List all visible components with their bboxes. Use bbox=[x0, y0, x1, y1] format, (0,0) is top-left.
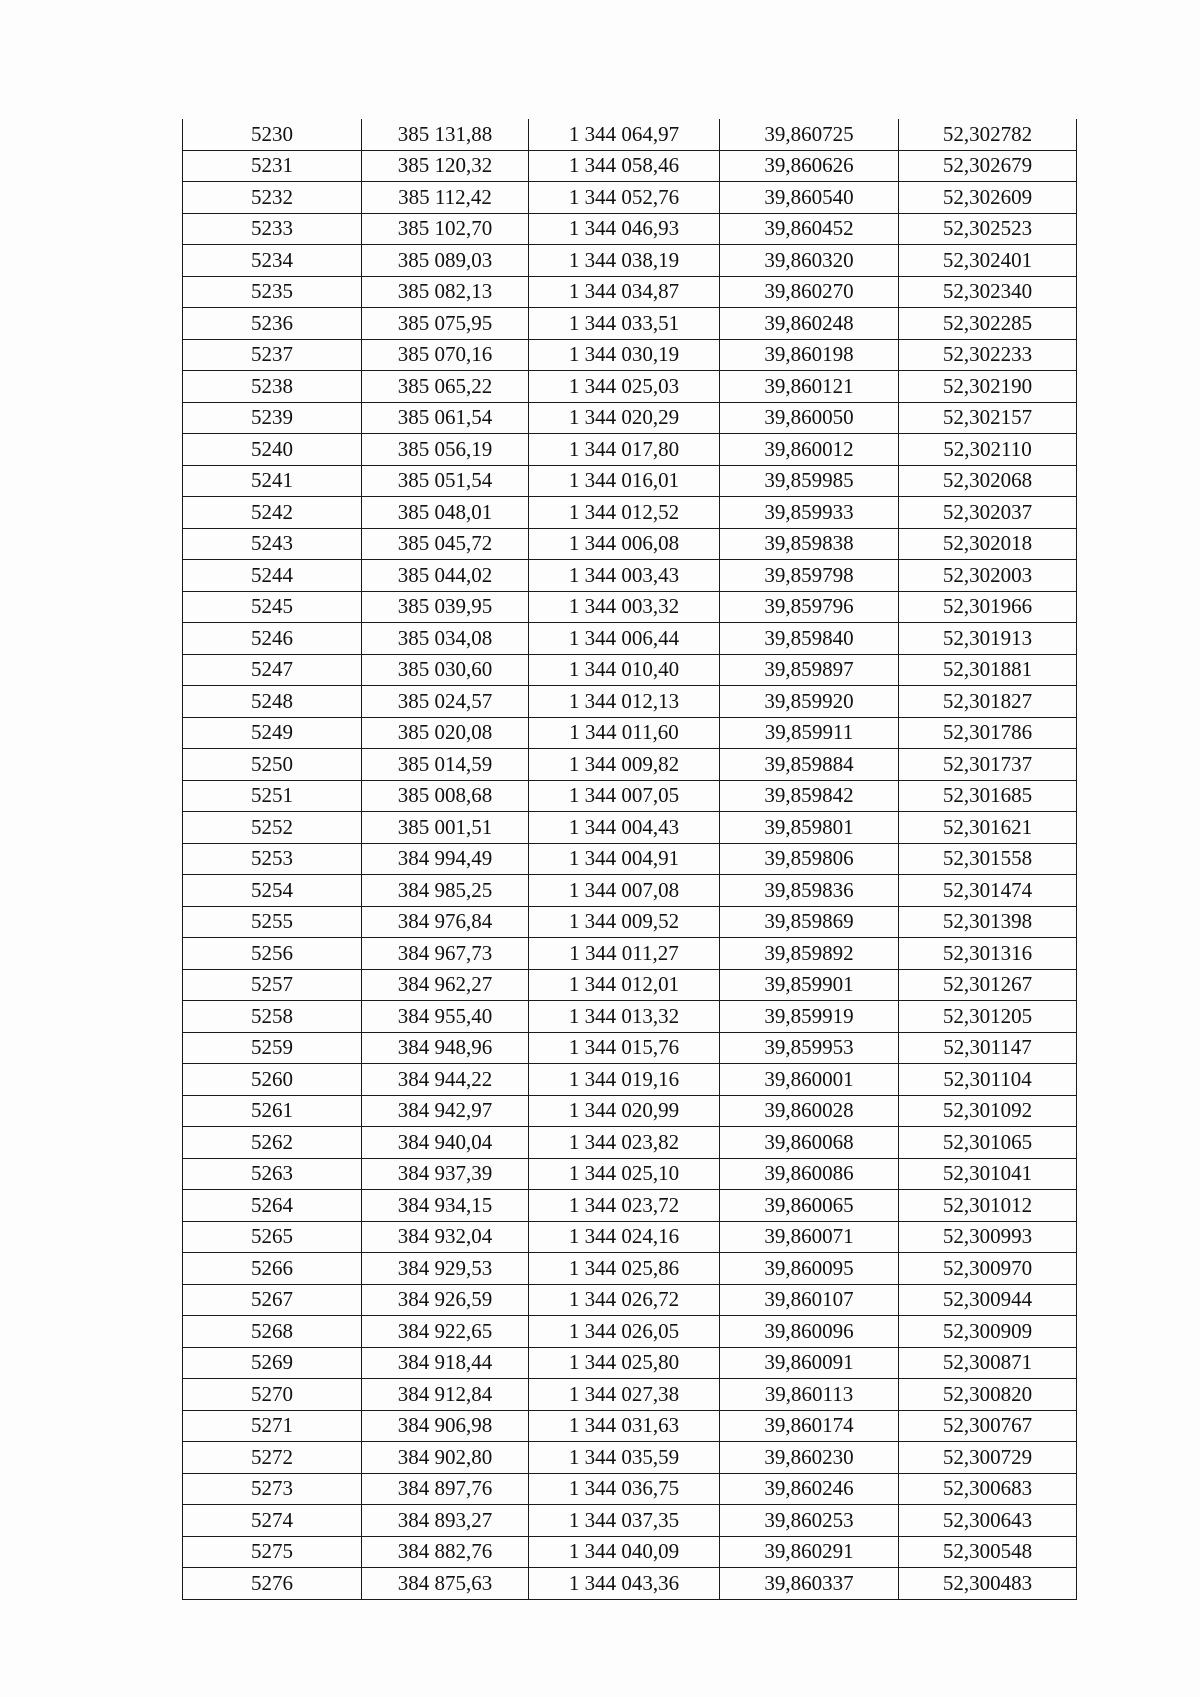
y-coordinate-cell: 1 344 015,76 bbox=[529, 1032, 720, 1064]
latitude-cell: 39,860096 bbox=[720, 1316, 899, 1348]
y-coordinate-cell: 1 344 046,93 bbox=[529, 213, 720, 245]
longitude-cell: 52,301737 bbox=[899, 749, 1077, 781]
y-coordinate-cell: 1 344 058,46 bbox=[529, 150, 720, 182]
latitude-cell: 39,860291 bbox=[720, 1536, 899, 1568]
latitude-cell: 39,860626 bbox=[720, 150, 899, 182]
longitude-cell: 52,300548 bbox=[899, 1536, 1077, 1568]
point-number-cell: 5232 bbox=[183, 182, 362, 214]
table-row bbox=[183, 339, 1077, 371]
y-coordinate-cell: 1 344 010,40 bbox=[529, 654, 720, 686]
point-number-cell: 5272 bbox=[183, 1442, 362, 1474]
longitude-cell: 52,302340 bbox=[899, 276, 1077, 308]
table-row bbox=[183, 371, 1077, 403]
longitude-cell: 52,300729 bbox=[899, 1442, 1077, 1474]
point-number-cell: 5276 bbox=[183, 1568, 362, 1600]
y-coordinate-cell: 1 344 038,19 bbox=[529, 245, 720, 277]
latitude-cell: 39,859801 bbox=[720, 812, 899, 844]
point-number-cell: 5238 bbox=[183, 371, 362, 403]
table-row bbox=[183, 1568, 1077, 1600]
x-coordinate-cell: 385 001,51 bbox=[362, 812, 529, 844]
latitude-cell: 39,860091 bbox=[720, 1347, 899, 1379]
table-row bbox=[183, 906, 1077, 938]
point-number-cell: 5252 bbox=[183, 812, 362, 844]
latitude-cell: 39,860452 bbox=[720, 213, 899, 245]
y-coordinate-cell: 1 344 027,38 bbox=[529, 1379, 720, 1411]
point-number-cell: 5269 bbox=[183, 1347, 362, 1379]
longitude-cell: 52,301474 bbox=[899, 875, 1077, 907]
y-coordinate-cell: 1 344 013,32 bbox=[529, 1001, 720, 1033]
point-number-cell: 5266 bbox=[183, 1253, 362, 1285]
table-row bbox=[183, 1284, 1077, 1316]
point-number-cell: 5246 bbox=[183, 623, 362, 655]
longitude-cell: 52,301398 bbox=[899, 906, 1077, 938]
latitude-cell: 39,859838 bbox=[720, 528, 899, 560]
x-coordinate-cell: 384 934,15 bbox=[362, 1190, 529, 1222]
longitude-cell: 52,302609 bbox=[899, 182, 1077, 214]
longitude-cell: 52,302110 bbox=[899, 434, 1077, 466]
point-number-cell: 5273 bbox=[183, 1473, 362, 1505]
latitude-cell: 39,860107 bbox=[720, 1284, 899, 1316]
table-row bbox=[183, 969, 1077, 1001]
table-row bbox=[183, 1001, 1077, 1033]
latitude-cell: 39,859897 bbox=[720, 654, 899, 686]
latitude-cell: 39,859933 bbox=[720, 497, 899, 529]
x-coordinate-cell: 385 102,70 bbox=[362, 213, 529, 245]
latitude-cell: 39,859836 bbox=[720, 875, 899, 907]
y-coordinate-cell: 1 344 009,52 bbox=[529, 906, 720, 938]
longitude-cell: 52,301012 bbox=[899, 1190, 1077, 1222]
x-coordinate-cell: 384 882,76 bbox=[362, 1536, 529, 1568]
longitude-cell: 52,300944 bbox=[899, 1284, 1077, 1316]
x-coordinate-cell: 385 014,59 bbox=[362, 749, 529, 781]
point-number-cell: 5247 bbox=[183, 654, 362, 686]
table-row bbox=[183, 623, 1077, 655]
longitude-cell: 52,301041 bbox=[899, 1158, 1077, 1190]
point-number-cell: 5235 bbox=[183, 276, 362, 308]
latitude-cell: 39,860248 bbox=[720, 308, 899, 340]
latitude-cell: 39,860086 bbox=[720, 1158, 899, 1190]
x-coordinate-cell: 384 918,44 bbox=[362, 1347, 529, 1379]
y-coordinate-cell: 1 344 020,99 bbox=[529, 1095, 720, 1127]
y-coordinate-cell: 1 344 012,13 bbox=[529, 686, 720, 718]
x-coordinate-cell: 384 944,22 bbox=[362, 1064, 529, 1096]
table-row bbox=[183, 1410, 1077, 1442]
point-number-cell: 5267 bbox=[183, 1284, 362, 1316]
x-coordinate-cell: 384 967,73 bbox=[362, 938, 529, 970]
x-coordinate-cell: 385 061,54 bbox=[362, 402, 529, 434]
y-coordinate-cell: 1 344 003,43 bbox=[529, 560, 720, 592]
x-coordinate-cell: 385 131,88 bbox=[362, 119, 529, 150]
latitude-cell: 39,860121 bbox=[720, 371, 899, 403]
point-number-cell: 5275 bbox=[183, 1536, 362, 1568]
latitude-cell: 39,860012 bbox=[720, 434, 899, 466]
table-row bbox=[183, 591, 1077, 623]
latitude-cell: 39,860113 bbox=[720, 1379, 899, 1411]
table-row bbox=[183, 276, 1077, 308]
longitude-cell: 52,302782 bbox=[899, 119, 1077, 150]
y-coordinate-cell: 1 344 012,52 bbox=[529, 497, 720, 529]
point-number-cell: 5250 bbox=[183, 749, 362, 781]
x-coordinate-cell: 385 039,95 bbox=[362, 591, 529, 623]
x-coordinate-cell: 385 034,08 bbox=[362, 623, 529, 655]
point-number-cell: 5258 bbox=[183, 1001, 362, 1033]
table-row bbox=[183, 938, 1077, 970]
point-number-cell: 5244 bbox=[183, 560, 362, 592]
longitude-cell: 52,302003 bbox=[899, 560, 1077, 592]
latitude-cell: 39,859919 bbox=[720, 1001, 899, 1033]
longitude-cell: 52,301966 bbox=[899, 591, 1077, 623]
longitude-cell: 52,301147 bbox=[899, 1032, 1077, 1064]
x-coordinate-cell: 385 112,42 bbox=[362, 182, 529, 214]
y-coordinate-cell: 1 344 017,80 bbox=[529, 434, 720, 466]
y-coordinate-cell: 1 344 012,01 bbox=[529, 969, 720, 1001]
x-coordinate-cell: 384 912,84 bbox=[362, 1379, 529, 1411]
point-number-cell: 5274 bbox=[183, 1505, 362, 1537]
longitude-cell: 52,302523 bbox=[899, 213, 1077, 245]
x-coordinate-cell: 384 985,25 bbox=[362, 875, 529, 907]
longitude-cell: 52,301205 bbox=[899, 1001, 1077, 1033]
table-row bbox=[183, 245, 1077, 277]
y-coordinate-cell: 1 344 006,08 bbox=[529, 528, 720, 560]
x-coordinate-cell: 385 008,68 bbox=[362, 780, 529, 812]
y-coordinate-cell: 1 344 023,72 bbox=[529, 1190, 720, 1222]
latitude-cell: 39,860540 bbox=[720, 182, 899, 214]
y-coordinate-cell: 1 344 007,05 bbox=[529, 780, 720, 812]
longitude-cell: 52,301267 bbox=[899, 969, 1077, 1001]
table-row bbox=[183, 1442, 1077, 1474]
x-coordinate-cell: 384 932,04 bbox=[362, 1221, 529, 1253]
y-coordinate-cell: 1 344 037,35 bbox=[529, 1505, 720, 1537]
table-row bbox=[183, 1032, 1077, 1064]
table-row bbox=[183, 654, 1077, 686]
latitude-cell: 39,859842 bbox=[720, 780, 899, 812]
point-number-cell: 5233 bbox=[183, 213, 362, 245]
y-coordinate-cell: 1 344 011,60 bbox=[529, 717, 720, 749]
y-coordinate-cell: 1 344 025,80 bbox=[529, 1347, 720, 1379]
latitude-cell: 39,860174 bbox=[720, 1410, 899, 1442]
latitude-cell: 39,859985 bbox=[720, 465, 899, 497]
latitude-cell: 39,859806 bbox=[720, 843, 899, 875]
point-number-cell: 5262 bbox=[183, 1127, 362, 1159]
longitude-cell: 52,302037 bbox=[899, 497, 1077, 529]
latitude-cell: 39,859901 bbox=[720, 969, 899, 1001]
y-coordinate-cell: 1 344 025,03 bbox=[529, 371, 720, 403]
latitude-cell: 39,860246 bbox=[720, 1473, 899, 1505]
point-number-cell: 5230 bbox=[183, 119, 362, 150]
y-coordinate-cell: 1 344 019,16 bbox=[529, 1064, 720, 1096]
longitude-cell: 52,302068 bbox=[899, 465, 1077, 497]
latitude-cell: 39,859796 bbox=[720, 591, 899, 623]
table-row bbox=[183, 1473, 1077, 1505]
longitude-cell: 52,301685 bbox=[899, 780, 1077, 812]
x-coordinate-cell: 384 994,49 bbox=[362, 843, 529, 875]
table-row bbox=[183, 1253, 1077, 1285]
longitude-cell: 52,302157 bbox=[899, 402, 1077, 434]
point-number-cell: 5268 bbox=[183, 1316, 362, 1348]
x-coordinate-cell: 385 045,72 bbox=[362, 528, 529, 560]
y-coordinate-cell: 1 344 031,63 bbox=[529, 1410, 720, 1442]
point-number-cell: 5256 bbox=[183, 938, 362, 970]
longitude-cell: 52,302401 bbox=[899, 245, 1077, 277]
x-coordinate-cell: 384 926,59 bbox=[362, 1284, 529, 1316]
x-coordinate-cell: 384 922,65 bbox=[362, 1316, 529, 1348]
longitude-cell: 52,301786 bbox=[899, 717, 1077, 749]
x-coordinate-cell: 384 902,80 bbox=[362, 1442, 529, 1474]
point-number-cell: 5261 bbox=[183, 1095, 362, 1127]
y-coordinate-cell: 1 344 024,16 bbox=[529, 1221, 720, 1253]
point-number-cell: 5260 bbox=[183, 1064, 362, 1096]
point-number-cell: 5264 bbox=[183, 1190, 362, 1222]
longitude-cell: 52,302233 bbox=[899, 339, 1077, 371]
x-coordinate-cell: 385 075,95 bbox=[362, 308, 529, 340]
latitude-cell: 39,860725 bbox=[720, 119, 899, 150]
latitude-cell: 39,859892 bbox=[720, 938, 899, 970]
latitude-cell: 39,860001 bbox=[720, 1064, 899, 1096]
y-coordinate-cell: 1 344 040,09 bbox=[529, 1536, 720, 1568]
longitude-cell: 52,300820 bbox=[899, 1379, 1077, 1411]
table-row bbox=[183, 1190, 1077, 1222]
x-coordinate-cell: 385 024,57 bbox=[362, 686, 529, 718]
point-number-cell: 5253 bbox=[183, 843, 362, 875]
table-row bbox=[183, 119, 1077, 150]
x-coordinate-cell: 384 955,40 bbox=[362, 1001, 529, 1033]
y-coordinate-cell: 1 344 035,59 bbox=[529, 1442, 720, 1474]
x-coordinate-cell: 385 070,16 bbox=[362, 339, 529, 371]
point-number-cell: 5231 bbox=[183, 150, 362, 182]
longitude-cell: 52,300970 bbox=[899, 1253, 1077, 1285]
longitude-cell: 52,301827 bbox=[899, 686, 1077, 718]
latitude-cell: 39,860071 bbox=[720, 1221, 899, 1253]
longitude-cell: 52,300871 bbox=[899, 1347, 1077, 1379]
point-number-cell: 5240 bbox=[183, 434, 362, 466]
latitude-cell: 39,860028 bbox=[720, 1095, 899, 1127]
y-coordinate-cell: 1 344 064,97 bbox=[529, 119, 720, 150]
longitude-cell: 52,300683 bbox=[899, 1473, 1077, 1505]
point-number-cell: 5248 bbox=[183, 686, 362, 718]
table-row bbox=[183, 308, 1077, 340]
y-coordinate-cell: 1 344 004,43 bbox=[529, 812, 720, 844]
longitude-cell: 52,301065 bbox=[899, 1127, 1077, 1159]
table-row bbox=[183, 1158, 1077, 1190]
point-number-cell: 5259 bbox=[183, 1032, 362, 1064]
point-number-cell: 5265 bbox=[183, 1221, 362, 1253]
point-number-cell: 5271 bbox=[183, 1410, 362, 1442]
latitude-cell: 39,859840 bbox=[720, 623, 899, 655]
y-coordinate-cell: 1 344 011,27 bbox=[529, 938, 720, 970]
latitude-cell: 39,860270 bbox=[720, 276, 899, 308]
x-coordinate-cell: 385 051,54 bbox=[362, 465, 529, 497]
table-row bbox=[183, 182, 1077, 214]
latitude-cell: 39,860095 bbox=[720, 1253, 899, 1285]
point-number-cell: 5242 bbox=[183, 497, 362, 529]
table-row bbox=[183, 465, 1077, 497]
point-number-cell: 5243 bbox=[183, 528, 362, 560]
x-coordinate-cell: 384 897,76 bbox=[362, 1473, 529, 1505]
y-coordinate-cell: 1 344 036,75 bbox=[529, 1473, 720, 1505]
table-row bbox=[183, 875, 1077, 907]
x-coordinate-cell: 384 929,53 bbox=[362, 1253, 529, 1285]
y-coordinate-cell: 1 344 052,76 bbox=[529, 182, 720, 214]
longitude-cell: 52,300643 bbox=[899, 1505, 1077, 1537]
point-number-cell: 5236 bbox=[183, 308, 362, 340]
coordinates-table bbox=[182, 119, 1077, 1600]
y-coordinate-cell: 1 344 025,86 bbox=[529, 1253, 720, 1285]
x-coordinate-cell: 385 089,03 bbox=[362, 245, 529, 277]
point-number-cell: 5263 bbox=[183, 1158, 362, 1190]
table-row bbox=[183, 402, 1077, 434]
latitude-cell: 39,860253 bbox=[720, 1505, 899, 1537]
y-coordinate-cell: 1 344 043,36 bbox=[529, 1568, 720, 1600]
x-coordinate-cell: 385 056,19 bbox=[362, 434, 529, 466]
y-coordinate-cell: 1 344 023,82 bbox=[529, 1127, 720, 1159]
x-coordinate-cell: 384 962,27 bbox=[362, 969, 529, 1001]
longitude-cell: 52,301913 bbox=[899, 623, 1077, 655]
x-coordinate-cell: 384 942,97 bbox=[362, 1095, 529, 1127]
latitude-cell: 39,860320 bbox=[720, 245, 899, 277]
table-row bbox=[183, 1095, 1077, 1127]
x-coordinate-cell: 385 020,08 bbox=[362, 717, 529, 749]
y-coordinate-cell: 1 344 003,32 bbox=[529, 591, 720, 623]
x-coordinate-cell: 384 937,39 bbox=[362, 1158, 529, 1190]
point-number-cell: 5234 bbox=[183, 245, 362, 277]
table-row bbox=[183, 812, 1077, 844]
table-row bbox=[183, 749, 1077, 781]
longitude-cell: 52,301558 bbox=[899, 843, 1077, 875]
x-coordinate-cell: 384 976,84 bbox=[362, 906, 529, 938]
y-coordinate-cell: 1 344 007,08 bbox=[529, 875, 720, 907]
point-number-cell: 5249 bbox=[183, 717, 362, 749]
y-coordinate-cell: 1 344 004,91 bbox=[529, 843, 720, 875]
table-row bbox=[183, 560, 1077, 592]
x-coordinate-cell: 384 875,63 bbox=[362, 1568, 529, 1600]
table-row bbox=[183, 213, 1077, 245]
latitude-cell: 39,859953 bbox=[720, 1032, 899, 1064]
x-coordinate-cell: 385 082,13 bbox=[362, 276, 529, 308]
table-row bbox=[183, 1064, 1077, 1096]
point-number-cell: 5257 bbox=[183, 969, 362, 1001]
x-coordinate-cell: 385 120,32 bbox=[362, 150, 529, 182]
table-row bbox=[183, 843, 1077, 875]
table-row bbox=[183, 497, 1077, 529]
point-number-cell: 5254 bbox=[183, 875, 362, 907]
y-coordinate-cell: 1 344 025,10 bbox=[529, 1158, 720, 1190]
table-row bbox=[183, 528, 1077, 560]
point-number-cell: 5241 bbox=[183, 465, 362, 497]
longitude-cell: 52,301881 bbox=[899, 654, 1077, 686]
table-row bbox=[183, 1505, 1077, 1537]
point-number-cell: 5245 bbox=[183, 591, 362, 623]
latitude-cell: 39,859911 bbox=[720, 717, 899, 749]
longitude-cell: 52,302018 bbox=[899, 528, 1077, 560]
point-number-cell: 5239 bbox=[183, 402, 362, 434]
table-row bbox=[183, 1347, 1077, 1379]
coordinates-table-body bbox=[183, 119, 1077, 1599]
point-number-cell: 5237 bbox=[183, 339, 362, 371]
y-coordinate-cell: 1 344 026,72 bbox=[529, 1284, 720, 1316]
latitude-cell: 39,860337 bbox=[720, 1568, 899, 1600]
x-coordinate-cell: 384 893,27 bbox=[362, 1505, 529, 1537]
y-coordinate-cell: 1 344 009,82 bbox=[529, 749, 720, 781]
latitude-cell: 39,859798 bbox=[720, 560, 899, 592]
longitude-cell: 52,302190 bbox=[899, 371, 1077, 403]
longitude-cell: 52,301092 bbox=[899, 1095, 1077, 1127]
x-coordinate-cell: 384 906,98 bbox=[362, 1410, 529, 1442]
latitude-cell: 39,860065 bbox=[720, 1190, 899, 1222]
longitude-cell: 52,300767 bbox=[899, 1410, 1077, 1442]
table-row bbox=[183, 780, 1077, 812]
table-row bbox=[183, 717, 1077, 749]
y-coordinate-cell: 1 344 034,87 bbox=[529, 276, 720, 308]
x-coordinate-cell: 384 940,04 bbox=[362, 1127, 529, 1159]
table-row bbox=[183, 1127, 1077, 1159]
longitude-cell: 52,302285 bbox=[899, 308, 1077, 340]
y-coordinate-cell: 1 344 016,01 bbox=[529, 465, 720, 497]
point-number-cell: 5270 bbox=[183, 1379, 362, 1411]
longitude-cell: 52,301316 bbox=[899, 938, 1077, 970]
longitude-cell: 52,302679 bbox=[899, 150, 1077, 182]
y-coordinate-cell: 1 344 030,19 bbox=[529, 339, 720, 371]
y-coordinate-cell: 1 344 026,05 bbox=[529, 1316, 720, 1348]
x-coordinate-cell: 385 048,01 bbox=[362, 497, 529, 529]
latitude-cell: 39,860068 bbox=[720, 1127, 899, 1159]
longitude-cell: 52,301104 bbox=[899, 1064, 1077, 1096]
latitude-cell: 39,859884 bbox=[720, 749, 899, 781]
longitude-cell: 52,301621 bbox=[899, 812, 1077, 844]
table-row bbox=[183, 1536, 1077, 1568]
latitude-cell: 39,860050 bbox=[720, 402, 899, 434]
longitude-cell: 52,300483 bbox=[899, 1568, 1077, 1600]
table-row bbox=[183, 1316, 1077, 1348]
y-coordinate-cell: 1 344 020,29 bbox=[529, 402, 720, 434]
x-coordinate-cell: 385 030,60 bbox=[362, 654, 529, 686]
latitude-cell: 39,860230 bbox=[720, 1442, 899, 1474]
y-coordinate-cell: 1 344 033,51 bbox=[529, 308, 720, 340]
latitude-cell: 39,859869 bbox=[720, 906, 899, 938]
y-coordinate-cell: 1 344 006,44 bbox=[529, 623, 720, 655]
longitude-cell: 52,300909 bbox=[899, 1316, 1077, 1348]
point-number-cell: 5251 bbox=[183, 780, 362, 812]
table-row bbox=[183, 1379, 1077, 1411]
x-coordinate-cell: 384 948,96 bbox=[362, 1032, 529, 1064]
x-coordinate-cell: 385 065,22 bbox=[362, 371, 529, 403]
point-number-cell: 5255 bbox=[183, 906, 362, 938]
x-coordinate-cell: 385 044,02 bbox=[362, 560, 529, 592]
latitude-cell: 39,859920 bbox=[720, 686, 899, 718]
table-row bbox=[183, 434, 1077, 466]
table-row bbox=[183, 150, 1077, 182]
latitude-cell: 39,860198 bbox=[720, 339, 899, 371]
longitude-cell: 52,300993 bbox=[899, 1221, 1077, 1253]
table-row bbox=[183, 1221, 1077, 1253]
table-row bbox=[183, 686, 1077, 718]
